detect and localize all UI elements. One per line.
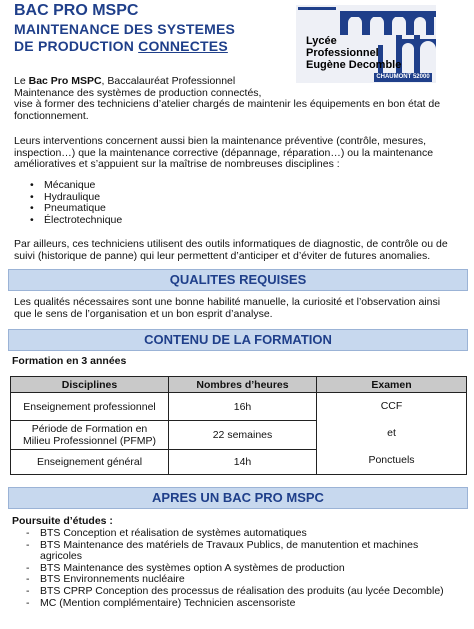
table-header-examen: Examen (317, 377, 467, 393)
section-band-contenu: CONTENU DE LA FORMATION (8, 329, 468, 351)
intro-l1b: Bac Pro MSPC (28, 75, 102, 87)
section-band-apres: APRES UN BAC PRO MSPC (8, 487, 468, 509)
table-row (11, 393, 467, 421)
table-cell-hours: 22 semaines (169, 421, 317, 449)
logo-line3: Eugène Decomble (306, 59, 402, 71)
logo-line1: Lycée (306, 35, 337, 47)
table-cell-examen (317, 393, 467, 475)
intro-paragraph (14, 76, 440, 122)
intro-line4: fonctionnement. (14, 109, 89, 122)
list-item: - BTS Maintenance des systèmes option A systèmes de production (26, 563, 444, 575)
table-cell-discipline: Enseignement général (11, 449, 169, 474)
list-item: - BTS Conception et réalisation de systèmes automatiques (26, 528, 444, 540)
formation-table (10, 376, 467, 475)
para2-line3: amélioratives et s’appuient sur la maîtrise de nombreuses disciplines : (14, 158, 340, 170)
para2-line2: inspection…) que la maintenance corrective (dépannage, réparation…) ou la maintenance (14, 146, 434, 159)
examen-ponctuels: Ponctuels (368, 454, 415, 466)
pfmp-line1: Période de Formation en (31, 423, 148, 436)
pfmp-line2: Milieu Professionnel (PFMP) (22, 435, 157, 448)
table-cell-hours: 16h (169, 393, 317, 421)
table-cell-discipline (11, 421, 169, 449)
doc-subtitle-line1: MAINTENANCE DES SYSTEMES (14, 21, 236, 37)
list-item: • Électrotechnique (30, 215, 122, 227)
examen-ccf: CCF (380, 400, 403, 412)
table-cell-hours: 14h (169, 449, 317, 474)
list-item: - MC (Mention complémentaire) Technicien ascensoriste (26, 598, 444, 610)
formation-duration: Formation en 3 années (12, 355, 127, 367)
school-logo (296, 5, 436, 83)
table-header-disciplines: Disciplines (11, 377, 169, 393)
para3-line1: Par ailleurs, ces techniciens utilisent des outils informatiques de diagnostic, de contrôle ou de (14, 238, 448, 250)
interventions-paragraph (14, 136, 433, 171)
qualites-line1: Les qualités nécessaires sont une bonne habilité manuelle, la curiosité et l’observation ainsi (14, 296, 441, 308)
subtitle-part-b: CONNECTES (138, 38, 228, 54)
para3-line2: suivi (historique de panne) qui leur permettent d’anticiper et d’éviter de futures anomalies. (14, 249, 431, 262)
list-item: - BTS Environnements nucléaire (26, 574, 444, 586)
doc-title: BAC PRO MSPC (14, 2, 139, 19)
qualites-line2: que le sens de l’organisation et un bon esprit d’analyse. (14, 307, 273, 320)
list-item: • Pneumatique (30, 203, 122, 215)
examen-et: et (387, 427, 396, 439)
intro-line2: Maintenance des systèmes de production connectés, (14, 86, 262, 99)
para2-line1: Leurs interventions concernent aussi bien la maintenance préventive (contrôle, mesures, (14, 135, 427, 147)
list-item: - BTS Maintenance des matériels de Travaux Publics, de manutention et machines (26, 540, 444, 552)
table-cell-discipline: Enseignement professionnel (11, 393, 169, 421)
etudes-list (26, 528, 444, 609)
list-item: - BTS CPRP Conception des processus de réalisation des produits (au lycée Decomble) (26, 586, 444, 598)
section-band-qualites: QUALITES REQUISES (8, 269, 468, 291)
table-header-hours: Nombres d’heures (169, 377, 317, 393)
list-item: • Hydraulique (30, 192, 122, 204)
doc-subtitle-line2 (14, 38, 228, 54)
logo-line2: Professionnel (306, 47, 379, 59)
tools-paragraph (14, 239, 448, 262)
subtitle-part-a: DE PRODUCTION (14, 38, 135, 54)
qualites-paragraph (14, 297, 440, 320)
intro-l1a: Le (14, 75, 29, 87)
logo-text (306, 35, 401, 71)
item2-continuation: agricoles (40, 550, 83, 563)
disciplines-bullet-list (30, 180, 122, 226)
intro-line3: vise à former des techniciens d’atelier chargés de maintenir les équipements en bon état de (14, 98, 441, 110)
poursuite-heading: Poursuite d’études : (12, 515, 113, 527)
intro-line1 (14, 76, 440, 88)
intro-l1c: , Baccalauréat Professionnel (101, 75, 236, 87)
logo-city: CHAUMONT 52000 (374, 73, 432, 82)
list-item: • Mécanique (30, 180, 122, 192)
